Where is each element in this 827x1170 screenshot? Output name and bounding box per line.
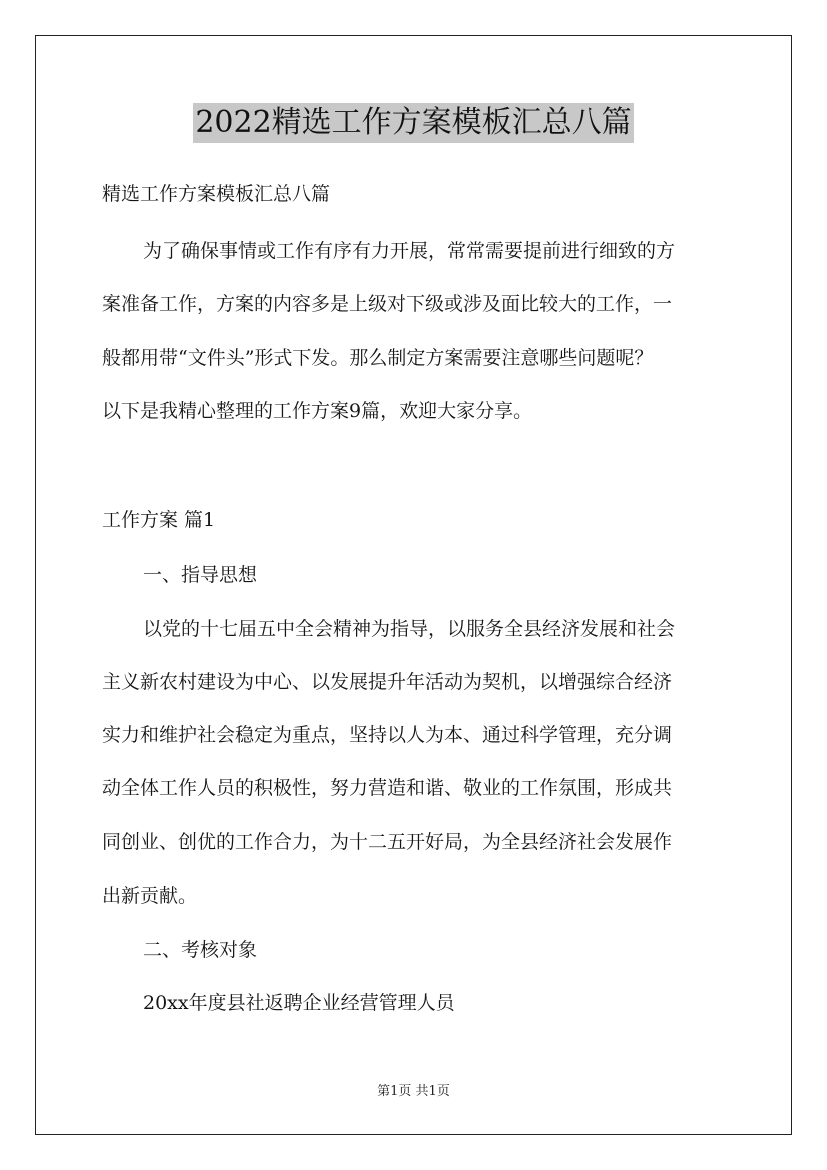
title-container [0, 103, 827, 143]
intro-line-3: 般都用带“文件头”形式下发。那么制定方案需要注意哪些问题呢？ [102, 347, 654, 369]
page-footer: 第1页 共1页 [377, 1084, 450, 1099]
intro-line-1: 为了确保事情或工作有序有力开展，常常需要提前进行细致的方 [143, 240, 676, 262]
guiding-line-5: 同创业、创优的工作合力，为十二五开好局，为全县经济社会发展作 [102, 831, 673, 853]
document-title: 2022精选工作方案模板汇总八篇 [193, 103, 633, 143]
intro-line-4: 以下是我精心整理的工作方案9篇，欢迎大家分享。 [102, 400, 533, 422]
document-subtitle: 精选工作方案模板汇总八篇 [102, 183, 331, 205]
assessment-line: 20xx年度县社返聘企业经营管理人员 [143, 992, 455, 1014]
guiding-heading: 一、指导思想 [143, 564, 258, 586]
guiding-line-2: 主义新农村建设为中心、以发展提升年活动为契机，以增强综合经济 [102, 671, 673, 693]
intro-line-2: 案准备工作，方案的内容多是上级对下级或涉及面比较大的工作，一 [102, 293, 673, 315]
guiding-line-6: 出新贡献。 [102, 885, 198, 907]
guiding-line-4: 动全体工作人员的积极性，努力营造和谐、敬业的工作氛围，形成共 [102, 777, 673, 799]
section-heading: 工作方案 篇1 [102, 509, 216, 531]
guiding-line-1: 以党的十七届五中全会精神为指导，以服务全县经济发展和社会 [143, 618, 676, 640]
assessment-heading: 二、考核对象 [143, 939, 258, 961]
guiding-line-3: 实力和维护社会稳定为重点，坚持以人为本、通过科学管理，充分调 [102, 724, 673, 746]
